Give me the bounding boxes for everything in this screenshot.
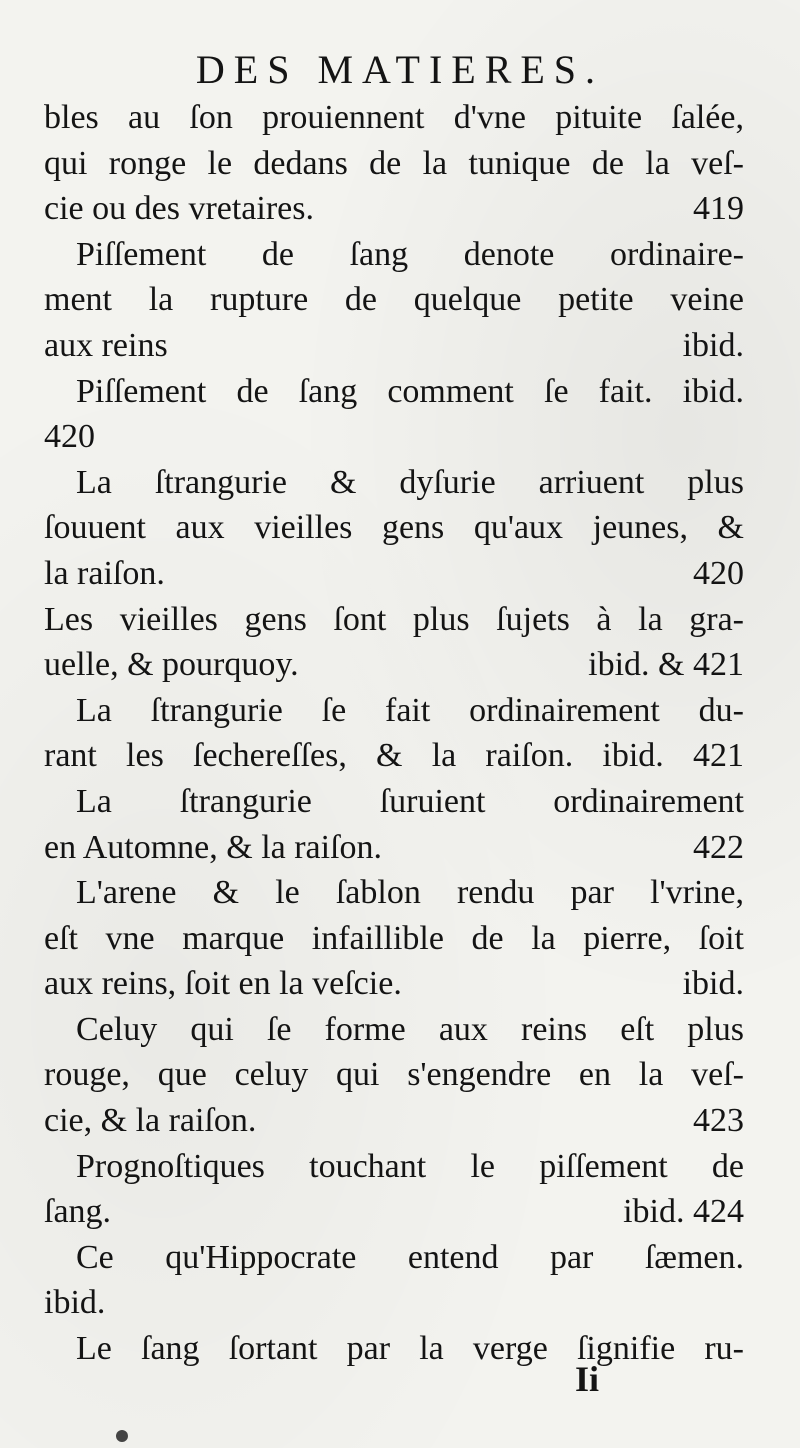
index-line: La ſtrangurie & dyſurie arriuent plus xyxy=(76,463,744,501)
index-line: qui ronge le dedans de la tunique de la veſ- xyxy=(44,144,744,182)
index-line: Piſſement de ſang denote ordinaire- xyxy=(76,235,744,273)
index-line: Le ſang ſortant par la verge ſignifie ru- xyxy=(76,1330,744,1368)
index-line xyxy=(44,961,744,1007)
page-ref: 419 xyxy=(693,190,744,228)
page-ref: 423 xyxy=(693,1102,744,1140)
index-line: Celuy qui ſe forme aux reins eſt plus xyxy=(76,1010,744,1048)
index-line xyxy=(44,186,744,232)
index-entries xyxy=(44,95,744,1372)
running-header: DES MATIERES. xyxy=(195,47,605,92)
index-line: ibid. xyxy=(44,1284,106,1322)
entry-text: ſang. xyxy=(44,1193,112,1231)
index-line: ſouuent aux vieilles gens qu'aux jeunes, & xyxy=(44,509,744,547)
index-line xyxy=(44,642,744,688)
index-line: bles au ſon prouiennent d'vne pituite ſalée, xyxy=(44,99,744,136)
index-line: L'arene & le ſablon rendu par l'vrine, xyxy=(76,874,744,912)
entry-text: aux reins, ſoit en la veſcie. xyxy=(44,965,402,1003)
index-line: rouge, que celuy qui s'engendre en la veſ- xyxy=(44,1056,744,1094)
entry-text: en Automne, & la raiſon. xyxy=(44,828,383,866)
index-line: Ce qu'Hippocrate entend par ſæmen. xyxy=(76,1238,744,1276)
page-ref: 420 xyxy=(693,554,744,592)
index-line: Les vieilles gens ſont plus ſujets à la gra- xyxy=(44,600,744,638)
index-line: rant les ſechereſſes, & la raiſon. ibid. 421 xyxy=(44,737,744,775)
page-ref: ibid. 424 xyxy=(623,1193,744,1231)
index-line: Piſſement de ſang comment ſe fait. ibid. xyxy=(76,372,744,410)
entry-text: la raiſon. xyxy=(44,554,165,592)
index-line: 420 xyxy=(44,418,95,456)
index-line: ment la rupture de quelque petite veine xyxy=(44,281,744,319)
index-line: La ſtrangurie ſe fait ordinairement du- xyxy=(76,691,744,729)
page-ref: ibid. & 421 xyxy=(588,646,744,684)
index-line xyxy=(44,1189,744,1235)
page-ref: ibid. xyxy=(682,965,744,1003)
entry-text: cie, & la raiſon. xyxy=(44,1102,257,1140)
ink-blot xyxy=(116,1430,128,1442)
index-line xyxy=(44,323,744,369)
page-ref: ibid. xyxy=(682,326,744,364)
entry-text: uelle, & pourquoy. xyxy=(44,646,299,684)
index-line: eſt vne marque infaillible de la pierre, ſoit xyxy=(44,919,744,957)
index-line: La ſtrangurie ſuruient ordinairement xyxy=(76,782,744,820)
index-line: Prognoſtiques touchant le piſſement de xyxy=(76,1147,744,1185)
index-line xyxy=(44,825,744,871)
entry-text: cie ou des vretaires. xyxy=(44,190,314,228)
index-line xyxy=(44,1098,744,1144)
entry-text: aux reins xyxy=(44,326,168,364)
page-ref: 422 xyxy=(693,828,744,866)
signature-mark: Ii xyxy=(575,1359,600,1399)
index-line xyxy=(44,551,744,597)
